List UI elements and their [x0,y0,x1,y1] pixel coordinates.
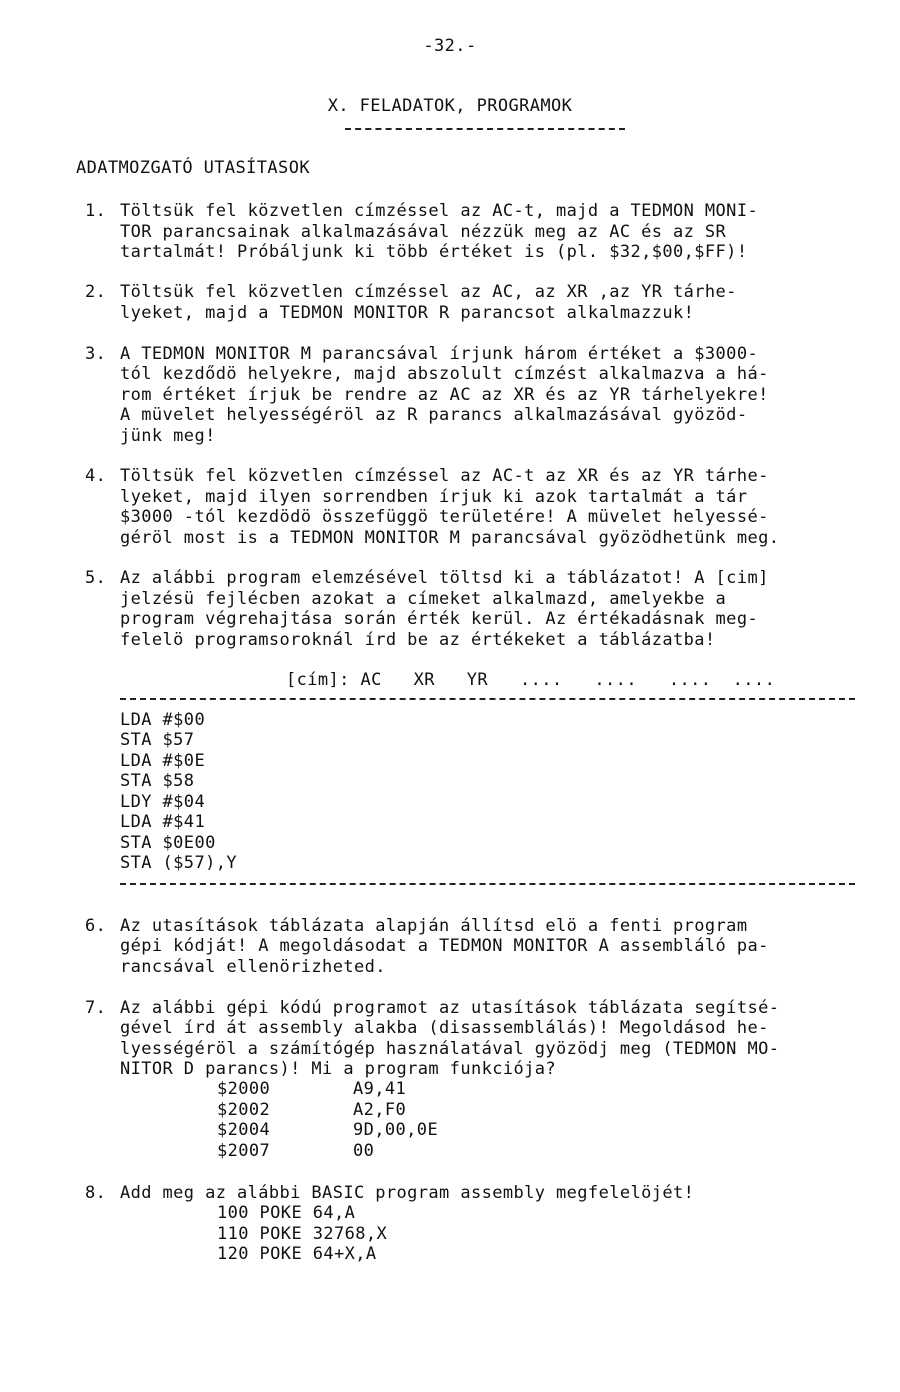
task-text-line: program végrehajtása során érték kerül. Az értékadásnak meg- [120,609,759,629]
task-text-line: rom értéket írjuk be rendre az AC az XR és az YR tárhelyekre! [120,385,769,405]
code-address: $2007 [217,1141,271,1161]
task-text-line: jünk meg! [120,426,216,446]
code-bytes: A9,41 [353,1079,407,1099]
basic-line: 100 POKE 64,A [217,1203,356,1223]
task-text-line: jelzésü fejlécben azokat a címeket alkalmazd, amelyekbe a [120,589,727,609]
task-text-line: NITOR D parancs)! Mi a program funkciója? [120,1059,557,1079]
task-text-line: lyességéröl a számítógép használatával gyözödj meg (TEDMON MO- [120,1039,780,1059]
program-line: LDY #$04 [120,792,206,812]
task-number: 3. [85,344,107,364]
code-bytes: A2,F0 [353,1100,407,1120]
program-line: STA $58 [120,771,195,791]
program-line: LDA #$0E [120,751,206,771]
basic-line: 120 POKE 64+X,A [217,1244,377,1264]
task-text-line: Az utasítások táblázata alapján állítsd elö a fenti program [120,916,748,936]
task-text-line: Töltsük fel közvetlen címzéssel az AC-t az XR és az YR tárhe- [120,466,769,486]
task-text-line: lyeket, majd ilyen sorrendben írjuk ki azok tartalmát a tár [120,487,748,507]
task-text-line: $3000 -tól kezdödö összefüggö területére! A müvelet helyessé- [120,507,769,527]
task-text-line: A TEDMON MONITOR M parancsával írjunk három értéket a $3000- [120,344,759,364]
code-address: $2004 [217,1120,271,1140]
task-text-line: géröl most is a TEDMON MONITOR M parancsával gyözödhetünk meg. [120,528,780,548]
task-number: 5. [85,568,107,588]
code-bytes: 9D,00,0E [353,1120,439,1140]
task-number: 7. [85,998,107,1018]
section-title: ADATMOZGATÓ UTASÍTASOK [76,158,310,178]
task-text-line: TOR parancsainak alkalmazásával nézzük meg az AC és az SR [120,222,727,242]
task-text-line: Az alábbi program elemzésével töltsd ki a táblázatot! A [cim] [120,568,769,588]
task-text-line: lyeket, majd a TEDMON MONITOR R parancsot alkalmazzuk! [120,303,695,323]
program-line: LDA #$00 [120,710,206,730]
basic-line: 110 POKE 32768,X [217,1224,388,1244]
task-text-line: gével írd át assembly alakba (disassemblálás)! Megoldásod he- [120,1018,769,1038]
task-text-line: felelö programsoroknál írd be az értékeket a táblázatba! [120,630,716,650]
task-text-line: Töltsük fel közvetlen címzéssel az AC-t, majd a TEDMON MONI- [120,201,759,221]
task-number: 2. [85,282,107,302]
title-underline [345,128,625,130]
task-text-line: A müvelet helyességéröl az R parancs alkalmazásával gyözöd- [120,405,748,425]
program-line: STA ($57),Y [120,853,237,873]
page-number: -32.- [423,36,477,56]
task-text-line: tartalmát! Próbáljunk ki több értéket is (pl. $32,$00,$FF)! [120,242,748,262]
table-top-rule [120,698,855,700]
table-bottom-rule [120,883,855,885]
task-text-line: Add meg az alábbi BASIC program assembly megfelelöjét! [120,1183,695,1203]
task-text-line: Töltsük fel közvetlen címzéssel az AC, az XR ,az YR tárhe- [120,282,737,302]
task-number: 8. [85,1183,107,1203]
task-number: 4. [85,466,107,486]
code-bytes: 00 [353,1141,375,1161]
program-line: STA $57 [120,730,195,750]
task-text-line: gépi kódját! A megoldásodat a TEDMON MONITOR A assembláló pa- [120,936,769,956]
table-header: [cím]: AC XR YR .... .... .... .... [286,670,776,690]
task-text-line: Az alábbi gépi kódú programot az utasítások táblázata segítsé- [120,998,780,1018]
code-address: $2002 [217,1100,271,1120]
task-number: 6. [85,916,107,936]
code-address: $2000 [217,1079,271,1099]
program-line: STA $0E00 [120,833,216,853]
chapter-title: X. FELADATOK, PROGRAMOK [327,96,573,116]
task-number: 1. [85,201,107,221]
task-text-line: rancsával ellenörizheted. [120,957,386,977]
task-text-line: tól kezdődö helyekre, majd abszolult címzést alkalmazva a há- [120,364,769,384]
program-line: LDA #$41 [120,812,206,832]
